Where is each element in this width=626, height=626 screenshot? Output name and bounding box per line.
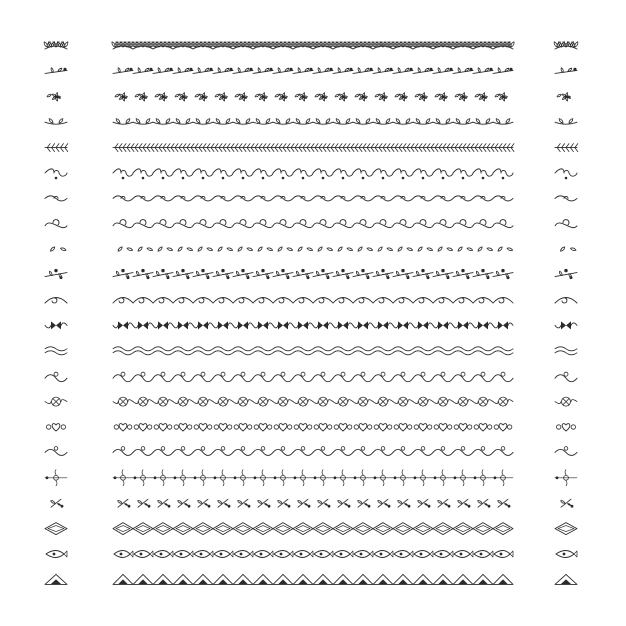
fern-branch-border-band	[113, 144, 514, 152]
circle-cross-border-band	[113, 397, 513, 406]
scattered-leaf-border	[51, 247, 577, 251]
branch-berry-border	[45, 269, 577, 278]
bow-heart-border-band	[113, 321, 513, 329]
triangle-pattern-border-corner-right	[555, 574, 577, 584]
circle-cross-border-corner-right	[555, 397, 577, 406]
fern-branch-border-corner-left	[45, 144, 68, 152]
leafy-garland-border	[44, 42, 578, 49]
bow-heart-border-corner-left	[45, 321, 67, 329]
diamond-chain-border-corner-left	[45, 523, 67, 535]
loop-scroll-border	[45, 372, 577, 382]
circle-cross-border	[45, 397, 577, 406]
flourish-swirl-border-corner-right	[555, 169, 577, 179]
leaf-pair-vine-border-band	[113, 119, 513, 125]
arched-swirl-border	[45, 298, 577, 304]
triangle-pattern-border-corner-left	[45, 574, 67, 584]
flourish-swirl-border-corner-left	[45, 169, 67, 179]
branch-berry-border-corner-right	[555, 269, 577, 278]
bow-heart-border	[45, 321, 577, 329]
heart-swirl-border	[46, 424, 575, 431]
flower-and-leaf-border-corner-right	[557, 93, 571, 102]
dot-scroll-border	[45, 470, 577, 486]
flower-and-leaf-border-band	[115, 93, 508, 102]
leaf-pair-vine-border-corner-left	[45, 119, 67, 125]
curl-scroll-border-corner-left	[45, 196, 67, 201]
curl-scroll-border-corner-right	[555, 196, 577, 201]
twig-border	[51, 499, 573, 507]
fish-chain-border	[46, 551, 577, 558]
arched-swirl-border-corner-left	[45, 298, 67, 304]
dot-scroll-border-band	[113, 470, 513, 486]
leaf-pair-vine-border	[45, 119, 577, 125]
wave-swirl-border-corner-left	[45, 220, 67, 228]
dot-scroll-border-corner-right	[555, 470, 577, 486]
double-wave-border-band	[113, 347, 513, 355]
wave-swirl-border-band	[113, 220, 513, 228]
fern-branch-border-corner-right	[555, 144, 578, 152]
scattered-leaf-border-corner-right	[561, 247, 577, 251]
heart-swirl-border-corner-left	[46, 424, 65, 431]
branch-berry-border-corner-left	[45, 269, 67, 278]
flower-and-leaf-border	[47, 93, 571, 102]
sprig-vine-border-band	[113, 68, 513, 74]
leaf-pair-vine-border-corner-right	[555, 119, 577, 125]
flourish-swirl-border	[45, 169, 577, 179]
curl-scroll-border	[45, 196, 577, 201]
dot-scroll-border-corner-left	[45, 470, 67, 486]
double-wave-border	[45, 347, 577, 355]
sprig-vine-border-corner-left	[45, 68, 67, 74]
sprig-vine-border-corner-right	[555, 68, 577, 74]
diamond-chain-border	[45, 523, 577, 535]
loop-chain-border-corner-right	[555, 447, 577, 456]
branch-berry-border-band	[113, 269, 513, 278]
bow-heart-border-corner-right	[555, 321, 577, 329]
twig-border-corner-right	[561, 499, 573, 507]
leafy-garland-border-corner-left	[44, 42, 68, 49]
leafy-garland-border-band	[112, 42, 514, 49]
heart-swirl-border-band	[114, 424, 512, 431]
wave-swirl-border	[45, 220, 577, 228]
diamond-chain-border-band	[113, 523, 513, 535]
loop-chain-border	[45, 447, 577, 456]
twig-border-corner-left	[51, 499, 63, 507]
double-wave-border-corner-right	[555, 347, 577, 355]
flourish-swirl-border-band	[113, 169, 513, 179]
arched-swirl-border-corner-right	[555, 298, 577, 304]
triangle-pattern-border-band	[113, 574, 513, 584]
fish-chain-border-corner-right	[556, 551, 577, 558]
fish-chain-border-corner-left	[46, 551, 67, 558]
triangle-pattern-border	[45, 574, 577, 584]
sprig-vine-border	[45, 68, 577, 74]
circle-cross-border-corner-left	[45, 397, 67, 406]
loop-chain-border-band	[113, 447, 513, 456]
heart-swirl-border-corner-right	[556, 424, 575, 431]
twig-border-band	[118, 499, 510, 507]
wave-swirl-border-corner-right	[555, 220, 577, 228]
curl-scroll-border-band	[113, 196, 513, 201]
loop-scroll-border-corner-right	[555, 372, 577, 382]
diamond-chain-border-corner-right	[555, 523, 577, 535]
loop-scroll-border-corner-left	[45, 372, 67, 382]
leafy-garland-border-corner-right	[554, 42, 578, 49]
flower-and-leaf-border-corner-left	[47, 93, 61, 102]
scattered-leaf-border-band	[118, 247, 513, 251]
fish-chain-border-band	[114, 551, 513, 558]
fern-branch-border	[45, 144, 578, 152]
loop-scroll-border-band	[113, 372, 513, 382]
double-wave-border-corner-left	[45, 347, 67, 355]
scattered-leaf-border-corner-left	[51, 247, 67, 251]
arched-swirl-border-band	[113, 298, 513, 304]
loop-chain-border-corner-left	[45, 447, 67, 456]
